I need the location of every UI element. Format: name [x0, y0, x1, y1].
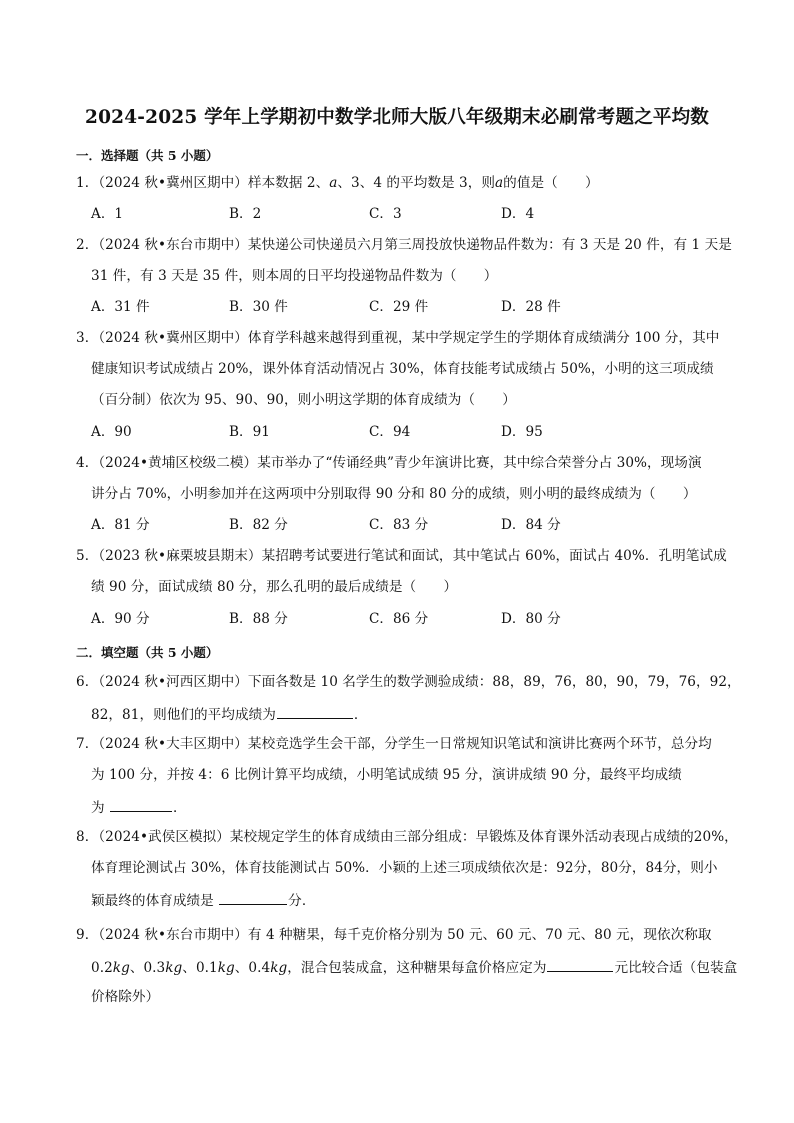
question-7-line-3: 为 ． — [91, 800, 187, 816]
question-2-option-d: D．28 件 — [501, 299, 561, 315]
question-5-option-b: B．88 分 — [229, 611, 288, 627]
question-3-line-1: 3．（2024 秋•冀州区期中）体育学科越来越得到重视，某中学规定学生的学期体育成绩满分 100 分，其中 — [76, 330, 720, 346]
question-5-option-c: C．86 分 — [369, 611, 429, 627]
question-7-line-2: 为 100 分，并按 4：6 比例计算平均成绩，小明笔试成绩 95 分，演讲成绩 90 分，最终平均成绩 — [91, 767, 682, 783]
question-1-option-a: A．1 — [91, 206, 124, 222]
question-4-option-a: A．81 分 — [91, 517, 150, 533]
question-1-option-d: D．4 — [501, 206, 535, 222]
question-4-option-b: B．82 分 — [229, 517, 288, 533]
question-7-line-1: 7．（2024 秋•大丰区期中）某校竞选学生会干部，分学生一日常规知识笔试和演讲比赛两个环节，总分均 — [76, 736, 712, 752]
question-5-option-a: A．90 分 — [91, 611, 150, 627]
question-2-line-1: 2．（2024 秋•东台市期中）某快递公司快递员六月第三周投放快递物品件数为：有 3 天是 20 件，有 1 天是 — [76, 237, 732, 253]
question-4-line-1: 4．（2024•黄埔区校级二模）某市举办了“传诵经典”青少年演讲比赛，其中综合荣誉分占 30%，现场演 — [76, 455, 702, 471]
question-4-option-c: C．83 分 — [369, 517, 429, 533]
question-9-line-3: 价格除外） — [91, 989, 160, 1005]
question-1-option-b: B．2 — [229, 206, 262, 222]
section-heading-fill: 二．填空题（共 5 小题） — [76, 645, 219, 660]
question-6-line-2: 82，81，则他们的平均成绩为 ． — [91, 707, 368, 723]
section-heading-choice: 一．选择题（共 5 小题） — [76, 148, 219, 163]
question-3-option-d: D．95 — [501, 424, 543, 440]
question-2-option-a: A．31 件 — [91, 299, 150, 315]
question-4-option-d: D．84 分 — [501, 517, 561, 533]
question-8-line-2: 体育理论测试占 30%，体育技能测试占 50%．小颖的上述三项成绩依次是：92分，80分，84分，则小 — [91, 860, 718, 876]
question-2-option-b: B．30 件 — [229, 299, 288, 315]
question-8-line-3: 颖最终的体育成绩是 分． — [91, 893, 316, 909]
question-5-line-1: 5．（2023 秋•麻栗坡县期末）某招聘考试要进行笔试和面试，其中笔试占 60%，面试占 40%．孔明笔试成 — [76, 548, 727, 564]
question-2-line-2: 31 件，有 3 天是 35 件，则本周的日平均投递物品件数为（ ） — [91, 268, 498, 284]
question-9-line-2: 0.2kg、0.3kg、0.1kg、0.4kg，混合包装成盒，这种糖果每盒价格应定为 元比较合适（包装盒 — [91, 960, 738, 976]
page-title: 2024-2025 学年上学期初中数学北师大版八年级期末必刷常考题之平均数 — [85, 107, 709, 128]
question-5-line-2: 绩 90 分，面试成绩 80 分，那么孔明的最后成绩是（ ） — [91, 579, 458, 595]
question-4-line-2: 讲分占 70%，小明参加并在这两项中分别取得 90 分和 80 分的成绩，则小明的最终成绩为（ ） — [91, 486, 697, 502]
question-1-option-c: C．3 — [369, 206, 402, 222]
question-5-option-d: D．80 分 — [501, 611, 561, 627]
question-3-line-2: 健康知识考试成绩占 20%，课外体育活动情况占 30%，体育技能考试成绩占 50%，小明的这三项成绩 — [91, 361, 714, 377]
question-3-option-c: C．94 — [369, 424, 411, 440]
question-2-option-c: C．29 件 — [369, 299, 429, 315]
question-1-line-1: 1．（2024 秋•冀州区期中）样本数据 2、a、3、4 的平均数是 3，则a的值是（ ） — [76, 175, 599, 191]
question-6-line-1: 6．（2024 秋•河西区期中）下面各数是 10 名学生的数学测验成绩：88，89，76，80，90，79，76，92， — [76, 674, 741, 690]
question-3-option-b: B．91 — [229, 424, 270, 440]
question-3-line-3: （百分制）依次为 95、90、90，则小明这学期的体育成绩为（ ） — [91, 392, 516, 408]
question-8-line-1: 8．（2024•武侯区模拟）某校规定学生的体育成绩由三部分组成：早锻炼及体育课外活动表现占成绩的20%， — [76, 829, 738, 845]
question-9-line-1: 9．（2024 秋•东台市期中）有 4 种糖果，每千克价格分别为 50 元、60 元、70 元、80 元，现依次称取 — [76, 927, 712, 943]
question-3-option-a: A．90 — [91, 424, 132, 440]
